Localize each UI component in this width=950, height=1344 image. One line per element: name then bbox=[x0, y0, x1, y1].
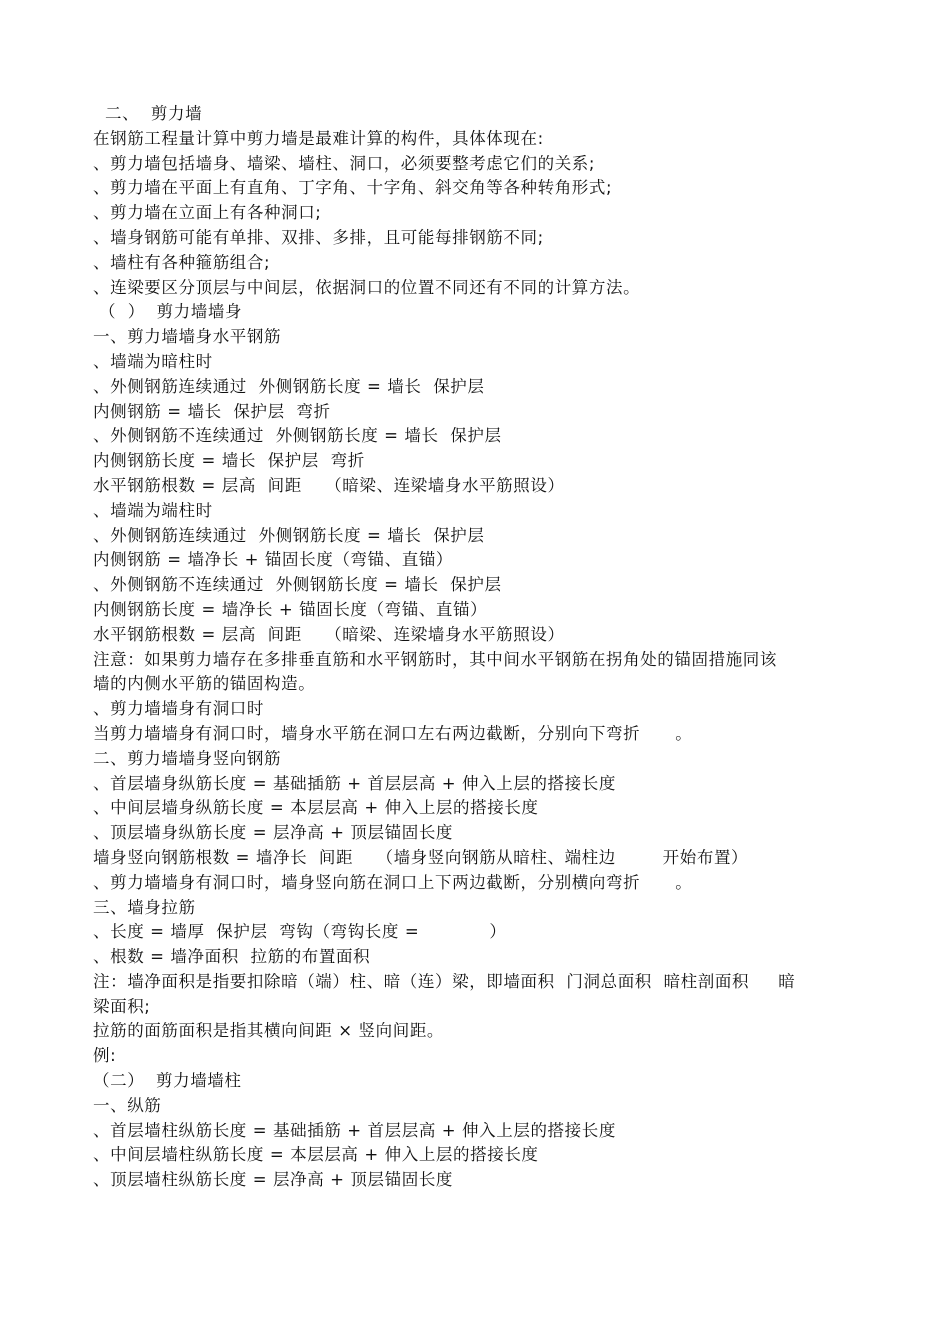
formula-line: 、中间层墙身纵筋长度 = 本层层高 + 伸入上层的搭接长度 bbox=[93, 798, 539, 818]
formula-line: 内侧钢筋 = 墙净长 + 锚固长度（弯锚、直锚） bbox=[93, 550, 454, 570]
paragraph: 在钢筋工程量计算中剪力墙是最难计算的构件，具体体现在: bbox=[93, 128, 544, 148]
formula-line: 墙身竖向钢筋根数 = 墙净长 间距 （墙身竖向钢筋从暗柱、端柱边 开始布置） bbox=[93, 847, 749, 867]
formula-line: 水平钢筋根数 = 层高 间距 （暗梁、连梁墙身水平筋照设） bbox=[93, 475, 565, 495]
list-item: 、剪力墙墙身有洞口时 bbox=[93, 699, 264, 719]
subsection-heading: 一、纵筋 bbox=[93, 1095, 162, 1115]
subsection-heading: （二） 剪力墙墙柱 bbox=[93, 1071, 242, 1091]
list-item: 、墙端为暗柱时 bbox=[93, 351, 213, 371]
list-item: 、墙端为端柱时 bbox=[93, 500, 213, 520]
note-line: 墙的内侧水平筋的锚固构造。 bbox=[93, 674, 316, 694]
list-item: 、剪力墙在立面上有各种洞口; bbox=[93, 203, 322, 223]
subsection-heading: 二、剪力墙墙身竖向钢筋 bbox=[93, 748, 282, 768]
formula-line: 、长度 = 墙厚 保护层 弯钩（弯钩长度 = ） bbox=[93, 922, 507, 942]
formula-line: 、外侧钢筋不连续通过 外侧钢筋长度 = 墙长 保护层 bbox=[93, 575, 502, 595]
paragraph: 例: bbox=[93, 1046, 117, 1066]
list-item: 、剪力墙墙身有洞口时，墙身竖向筋在洞口上下两边截断，分别横向弯折 。 bbox=[93, 872, 693, 892]
paragraph: 拉筋的面筋面积是指其横向间距 × 竖向间距。 bbox=[93, 1021, 445, 1041]
formula-line: 水平钢筋根数 = 层高 间距 （暗梁、连梁墙身水平筋照设） bbox=[93, 624, 565, 644]
section-heading: 二、 剪力墙 bbox=[105, 104, 203, 123]
formula-line: 、根数 = 墙净面积 拉筋的布置面积 bbox=[93, 947, 371, 967]
formula-line: 内侧钢筋长度 = 墙长 保护层 弯折 bbox=[93, 451, 365, 471]
formula-line: 、外侧钢筋连续通过 外侧钢筋长度 = 墙长 保护层 bbox=[93, 376, 485, 396]
list-item: 、连梁要区分顶层与中间层，依据洞口的位置不同还有不同的计算方法。 bbox=[93, 277, 641, 297]
formula-line: 、顶层墙身纵筋长度 = 层净高 + 顶层锚固长度 bbox=[93, 823, 454, 843]
list-item: 、剪力墙在平面上有直角、丁字角、十字角、斜交角等各种转角形式; bbox=[93, 178, 613, 198]
subsection-heading: 一、剪力墙墙身水平钢筋 bbox=[93, 327, 282, 347]
subsection-heading: （ ） 剪力墙墙身 bbox=[99, 302, 243, 322]
formula-line: 、首层墙柱纵筋长度 = 基础插筋 + 首层层高 + 伸入上层的搭接长度 bbox=[93, 1120, 616, 1140]
formula-line: 、顶层墙柱纵筋长度 = 层净高 + 顶层锚固长度 bbox=[93, 1170, 454, 1190]
formula-line: 、外侧钢筋不连续通过 外侧钢筋长度 = 墙长 保护层 bbox=[93, 426, 502, 446]
document-body bbox=[93, 102, 873, 1193]
note-line: 注：墙净面积是指要扣除暗（端）柱、暗（连）梁，即墙面积 门洞总面积 暗柱剖面积 暗 bbox=[93, 971, 796, 991]
note-line: 梁面积; bbox=[93, 996, 151, 1016]
note-line: 注意：如果剪力墙存在多排垂直筋和水平钢筋时，其中间水平钢筋在拐角处的锚固措施同该 bbox=[93, 649, 777, 669]
list-item: 、墙身钢筋可能有单排、双排、多排，且可能每排钢筋不同; bbox=[93, 227, 544, 247]
formula-line: 内侧钢筋 = 墙长 保护层 弯折 bbox=[93, 401, 331, 421]
list-item: 、墙柱有各种箍筋组合; bbox=[93, 252, 271, 272]
list-item: 、剪力墙包括墙身、墙梁、墙柱、洞口，必须要整考虑它们的关系; bbox=[93, 153, 596, 173]
formula-line: 、外侧钢筋连续通过 外侧钢筋长度 = 墙长 保护层 bbox=[93, 525, 485, 545]
formula-line: 内侧钢筋长度 = 墙净长 + 锚固长度（弯锚、直锚） bbox=[93, 599, 488, 619]
paragraph: 当剪力墙墙身有洞口时，墙身水平筋在洞口左右两边截断，分别向下弯折 。 bbox=[93, 723, 693, 743]
formula-line: 、中间层墙柱纵筋长度 = 本层层高 + 伸入上层的搭接长度 bbox=[93, 1145, 539, 1165]
subsection-heading: 三、墙身拉筋 bbox=[93, 897, 196, 917]
formula-line: 、首层墙身纵筋长度 = 基础插筋 + 首层层高 + 伸入上层的搭接长度 bbox=[93, 773, 616, 793]
